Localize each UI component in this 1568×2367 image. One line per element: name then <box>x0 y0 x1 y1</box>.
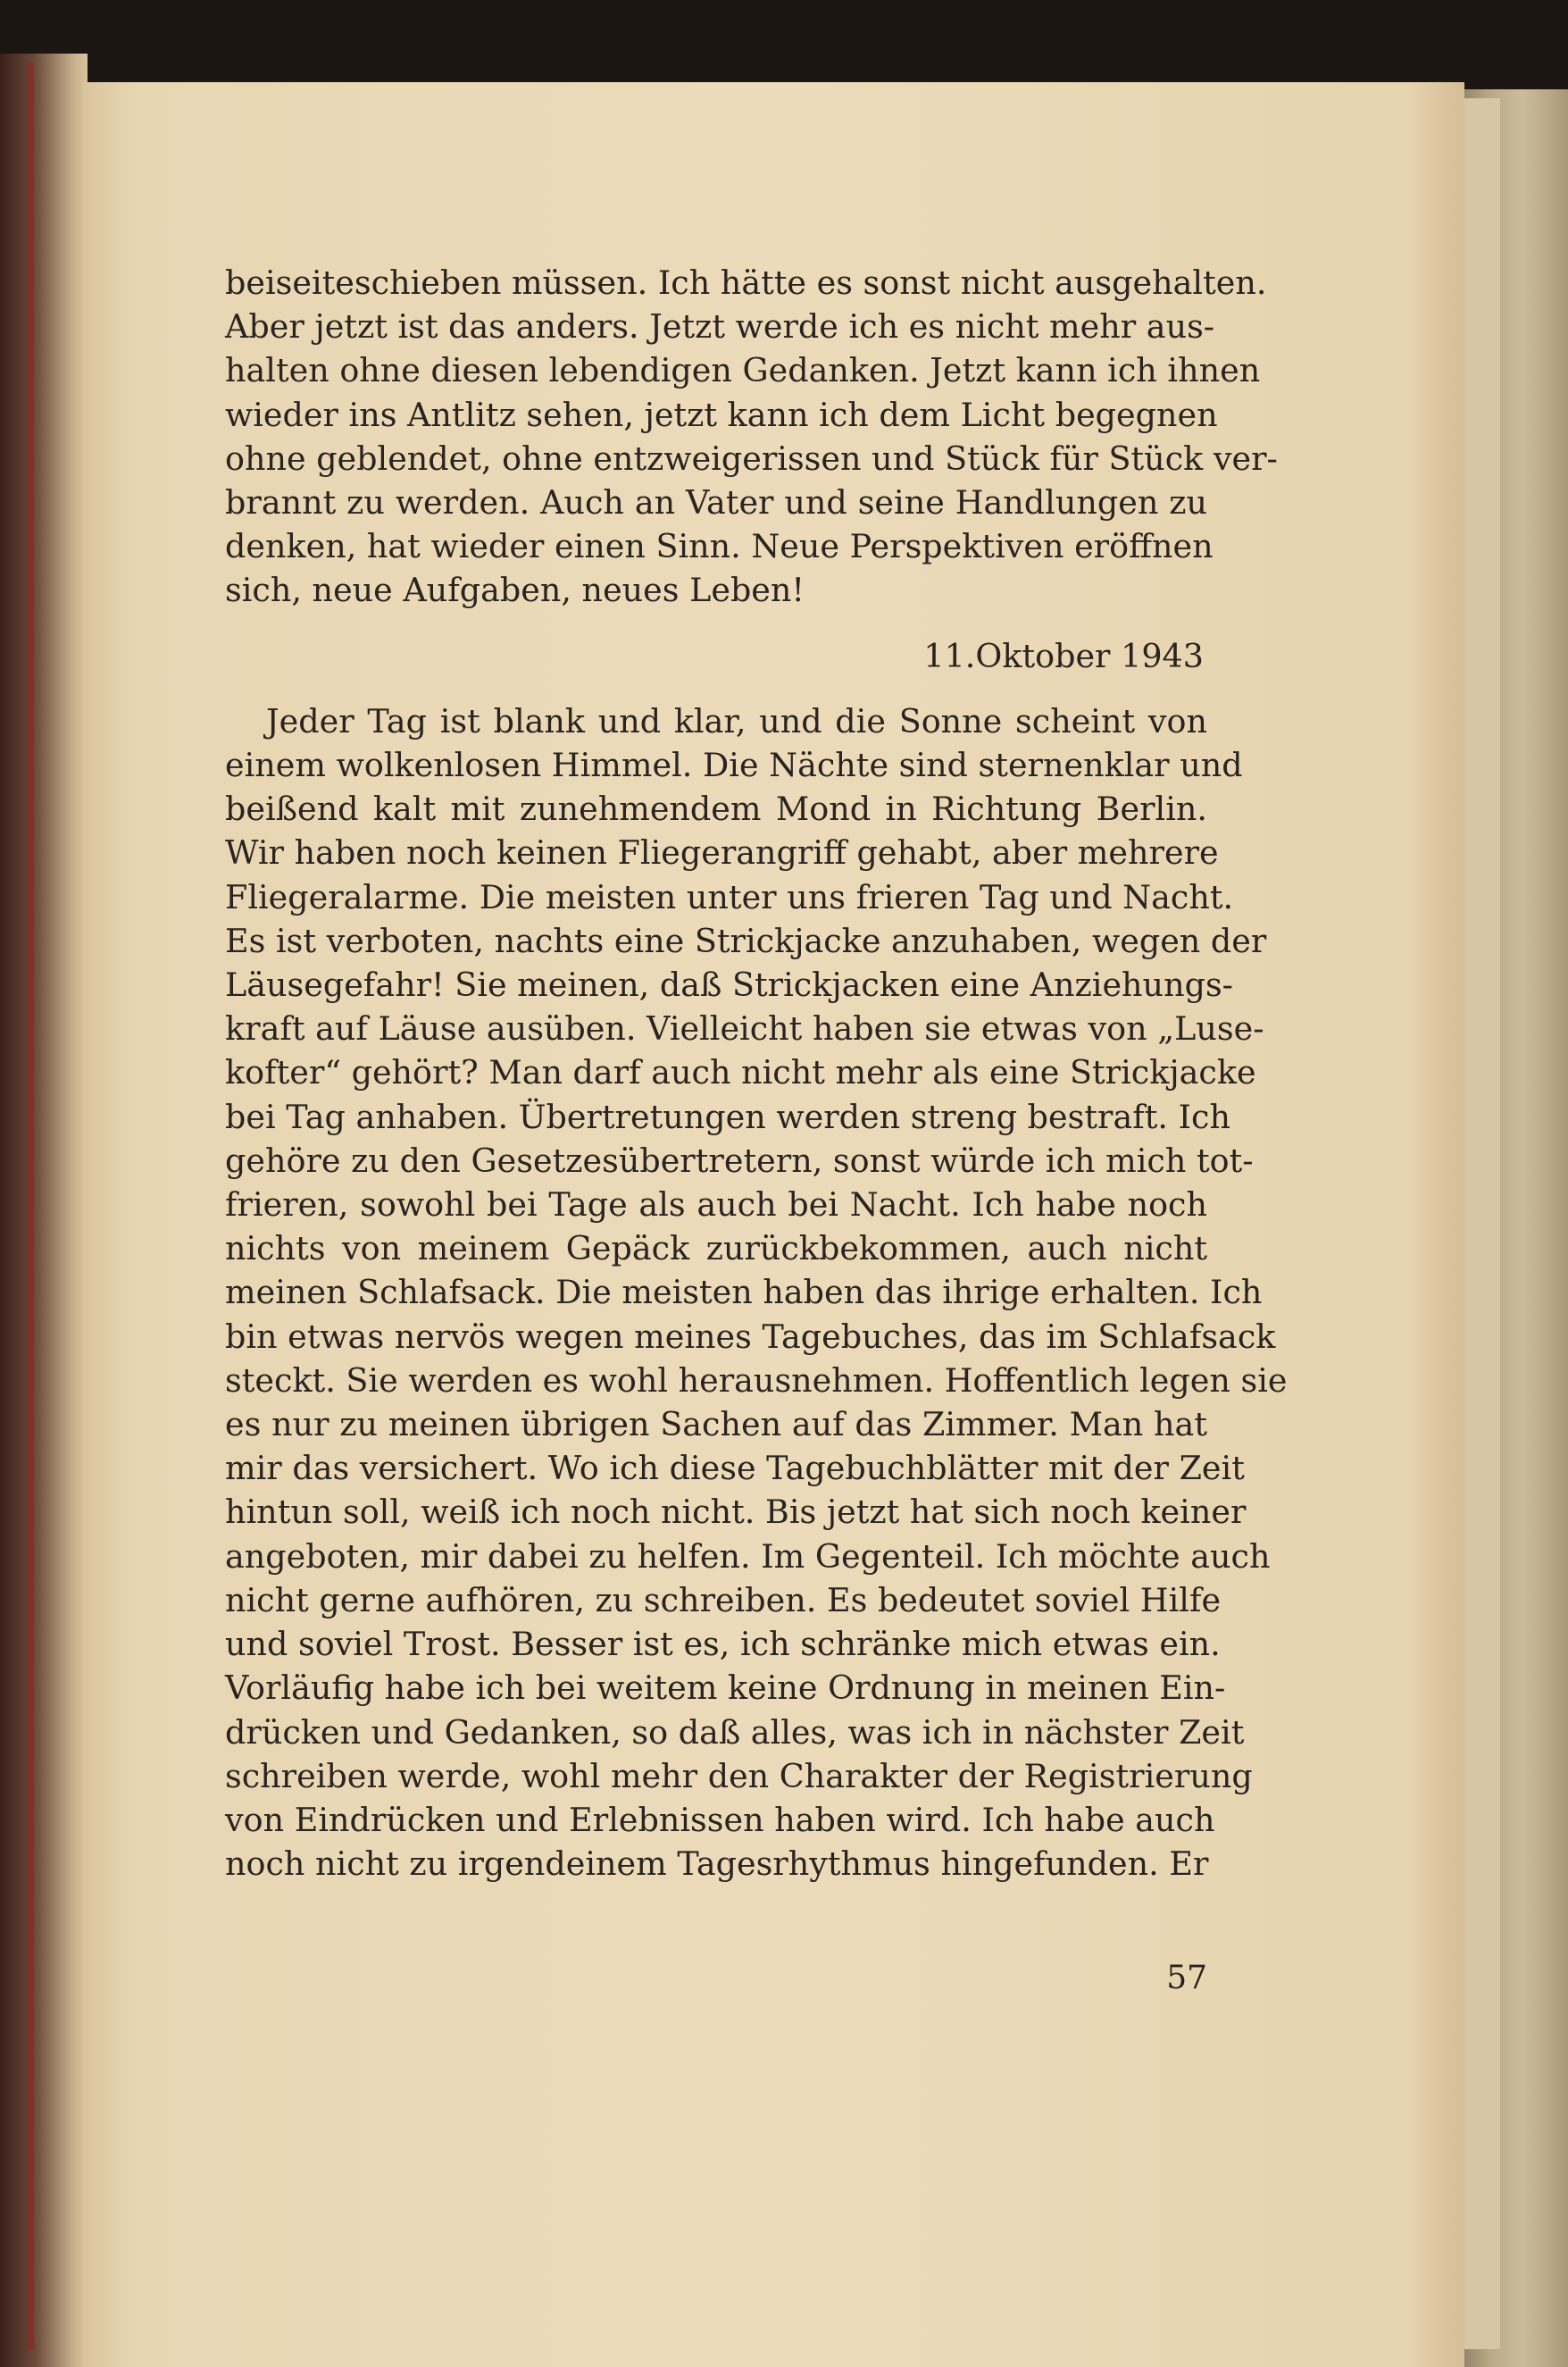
book-binding-left <box>0 54 88 2367</box>
page-text <box>225 261 1288 1886</box>
text-line: beiseiteschieben müssen. Ich hätte es sonst nicht ausgehalten. <box>225 263 1267 302</box>
text-line: sich, neue Aufgaben, neues Leben! <box>225 571 805 610</box>
text-line: Jeder Tag ist blank und klar, und die Sonne scheint von <box>266 701 1207 740</box>
page-stack-edge <box>1464 98 1500 2349</box>
text-line: einem wolkenlosen Himmel. Die Nächte sind sternenklar und <box>225 746 1243 785</box>
text-line: hintun soll, weiß ich noch nicht. Bis jetzt hat sich noch keiner <box>225 1493 1247 1532</box>
text-line: meinen Schlafsack. Die meisten haben das ihrige erhalten. Ich <box>225 1273 1263 1312</box>
text-line: es nur zu meinen übrigen Sachen auf das Zimmer. Man hat <box>225 1405 1207 1444</box>
text-line: Vorläufig habe ich bei weitem keine Ordnung in meinen Ein- <box>225 1669 1226 1708</box>
text-line: mir das versichert. Wo ich diese Tagebuchblätter mit der Zeit <box>225 1449 1245 1488</box>
text-line: drücken und Gedanken, so daß alles, was ich in nächster Zeit <box>225 1712 1245 1752</box>
text-line: von Eindrücken und Erlebnissen haben wird. Ich habe auch <box>225 1800 1215 1839</box>
text-line: kofter“ gehört? Man darf auch nicht mehr als eine Strickjacke <box>225 1053 1256 1092</box>
text-line: bin etwas nervös wegen meines Tagebuches, das im Schlafsack <box>225 1317 1276 1356</box>
text-line: Es ist verboten, nachts eine Strickjacke anzuhaben, wegen der <box>225 921 1267 960</box>
text-line: brannt zu werden. Auch an Vater und seine Handlungen zu <box>225 483 1207 523</box>
text-line: nichts von meinem Gepäck zurückbekommen, auch nicht <box>225 1229 1207 1268</box>
text-line: bei Tag anhaben. Übertretungen werden streng bestraft. Ich <box>225 1097 1230 1136</box>
text-line: und soviel Trost. Besser ist es, ich schränke mich etwas ein. <box>225 1625 1221 1664</box>
text-line: Läusegefahr! Sie meinen, daß Strickjacken eine Anziehungs- <box>225 966 1234 1005</box>
text-line: wieder ins Antlitz sehen, jetzt kann ich dem Licht begegnen <box>225 395 1218 434</box>
text-line: frieren, sowohl bei Tage als auch bei Nacht. Ich habe noch <box>225 1185 1207 1225</box>
text-line: halten ohne diesen lebendigen Gedanken. Jetzt kann ich ihnen <box>225 351 1261 390</box>
paragraph-2 <box>225 699 1288 1886</box>
text-line: nicht gerne aufhören, zu schreiben. Es bedeutet soviel Hilfe <box>225 1580 1222 1619</box>
text-line: steckt. Sie werden es wohl herausnehmen. Hoffentlich legen sie <box>225 1360 1288 1400</box>
text-line: denken, hat wieder einen Sinn. Neue Perspektiven eröffnen <box>225 527 1214 566</box>
text-line: Aber jetzt ist das anders. Jetzt werde ich es nicht mehr aus- <box>225 307 1215 347</box>
book-spine-edge <box>27 63 34 2349</box>
text-line: Wir haben noch keinen Fliegerangriff gehabt, aber mehrere <box>225 833 1219 873</box>
paragraph-1 <box>225 261 1278 613</box>
text-line: kraft auf Läuse ausüben. Vielleicht haben sie etwas von „Luse- <box>225 1009 1264 1049</box>
text-line: ohne geblendet, ohne entzweigerissen und Stück für Stück ver- <box>225 439 1278 478</box>
text-line: noch nicht zu irgendeinem Tagesrhythmus hingefunden. Er <box>225 1844 1209 1884</box>
text-line: angeboten, mir dabei zu helfen. Im Gegenteil. Ich möchte auch <box>225 1536 1271 1576</box>
diary-date: 11.Oktober 1943 <box>923 636 1204 675</box>
text-line: schreiben werde, wohl mehr den Charakter der Registrierung <box>225 1756 1253 1795</box>
text-line: gehöre zu den Gesetzesübertretern, sonst würde ich mich tot- <box>225 1141 1254 1180</box>
text-line: beißend kalt mit zunehmendem Mond in Richtung Berlin. <box>225 790 1207 829</box>
page-number: 57 <box>1166 1960 1207 1996</box>
text-line: Fliegeralarme. Die meisten unter uns frieren Tag und Nacht. <box>225 877 1234 916</box>
